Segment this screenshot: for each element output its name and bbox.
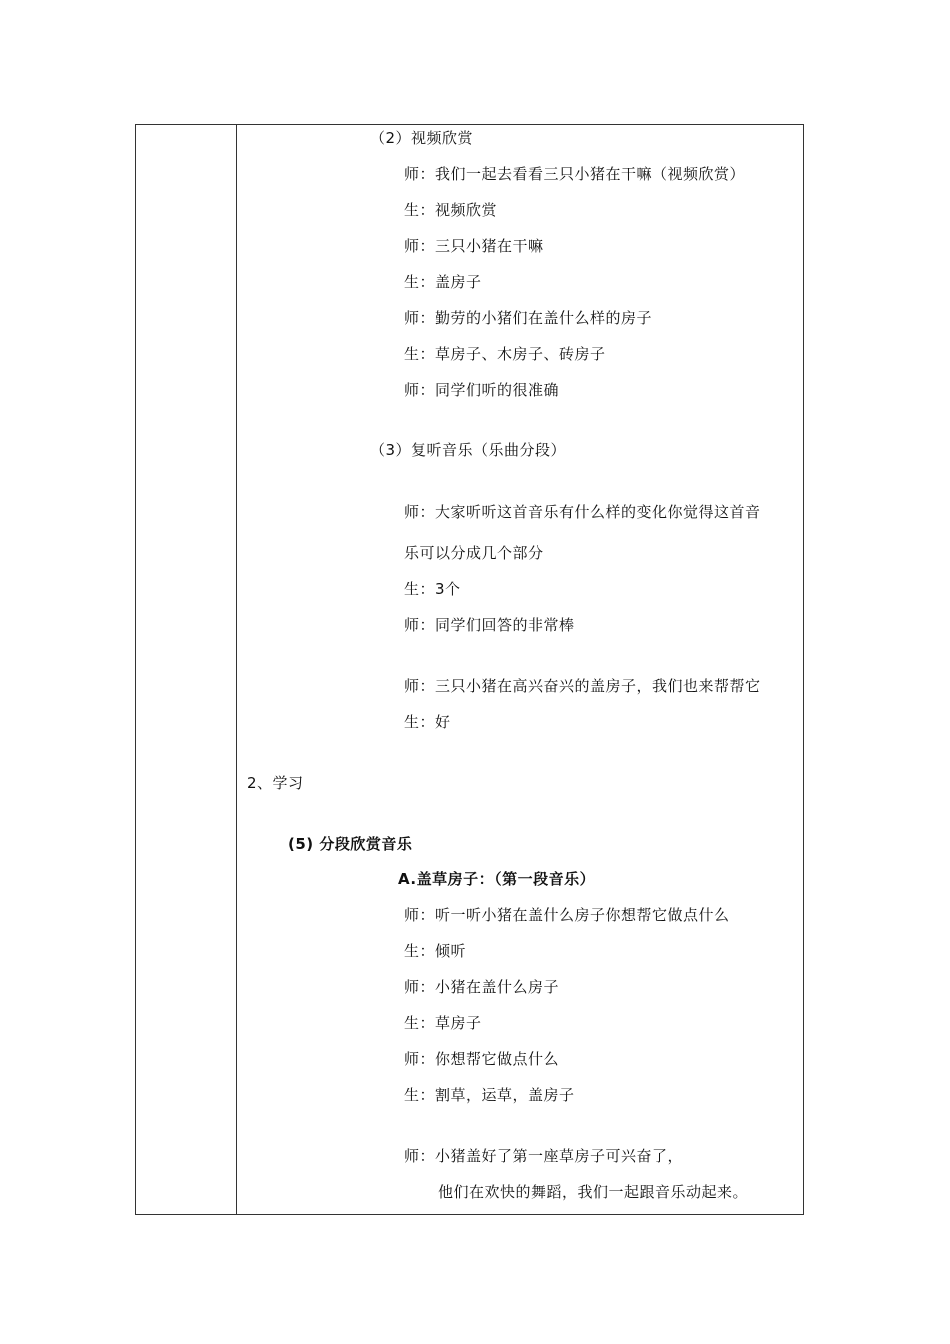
dialogue-line: 师：同学们回答的非常棒 — [404, 616, 575, 634]
dialogue-line: 师：我们一起去看看三只小猪在干嘛（视频欣赏） — [404, 165, 746, 183]
dialogue-line: 师：听一听小猪在盖什么房子你想帮它做点什么 — [404, 906, 730, 924]
dialogue-line: 他们在欢快的舞蹈，我们一起跟音乐动起来。 — [438, 1183, 749, 1201]
dialogue-line: 生：草房子、木房子、砖房子 — [404, 345, 606, 363]
column-divider — [236, 125, 237, 1214]
dialogue-line: 师：同学们听的很准确 — [404, 381, 560, 399]
section-heading-video: （2）视频欣赏 — [370, 129, 474, 147]
dialogue-line: 师：小猪在盖什么房子 — [404, 978, 560, 996]
dialogue-line: 师：三只小猪在高兴奋兴的盖房子，我们也来帮帮它 — [404, 677, 761, 695]
dialogue-line: 师：小猪盖好了第一座草房子可兴奋了， — [404, 1147, 684, 1165]
dialogue-line: 生：好 — [404, 713, 451, 731]
section-heading-relisten: （3）复听音乐（乐曲分段） — [370, 441, 567, 459]
dialogue-line: 师：大家听听这首音乐有什么样的变化你觉得这首音 — [404, 503, 761, 521]
dialogue-line: 生：盖房子 — [404, 273, 482, 291]
dialogue-line: 师：三只小猪在干嘛 — [404, 237, 544, 255]
dialogue-line: 师：你想帮它做点什么 — [404, 1050, 560, 1068]
dialogue-line: 生：割草，运草，盖房子 — [404, 1086, 575, 1104]
dialogue-line: 生：草房子 — [404, 1014, 482, 1032]
dialogue-line: 师：勤劳的小猪们在盖什么样的房子 — [404, 309, 653, 327]
section-heading-learn: 2、学习 — [247, 774, 304, 792]
dialogue-line: 生：视频欣赏 — [404, 201, 498, 219]
subsection-heading: (5) 分段欣赏音乐 — [288, 835, 413, 853]
dialogue-line: 生：倾听 — [404, 942, 467, 960]
part-heading: A.盖草房子：（第一段音乐） — [398, 870, 596, 888]
dialogue-line: 生：3个 — [404, 580, 461, 598]
dialogue-line: 乐可以分成几个部分 — [404, 544, 544, 562]
